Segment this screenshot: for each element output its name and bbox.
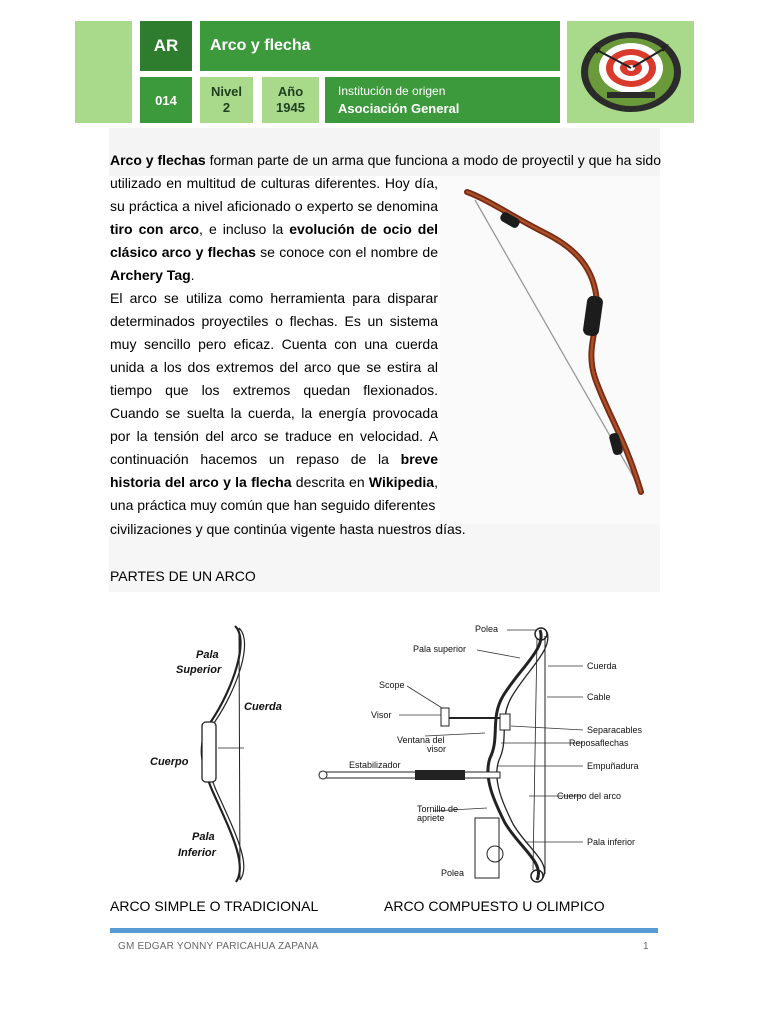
header-title: Arco y flecha (200, 21, 560, 71)
paragraph-1 (110, 172, 438, 287)
p1-text-e: . (190, 267, 195, 283)
label-visor: Visor (371, 710, 392, 720)
intro-bold: Arco y flechas (110, 152, 206, 168)
caption-compound-bow: ARCO COMPUESTO U OLIMPICO (384, 898, 605, 914)
intro-line (110, 149, 660, 172)
p2-text-d: , una práctica muy común que han seguido diferentes (110, 474, 438, 513)
nivel-value: 2 (222, 100, 231, 115)
footer-divider (110, 928, 658, 933)
target-logo-icon (579, 30, 683, 114)
label-separacables: Separacables (587, 725, 643, 735)
footer-author: GM EDGAR YONNY PARICAHUA ZAPANA (118, 941, 319, 952)
nivel-label: Nivel (210, 84, 243, 99)
p1-text-c: , e incluso la (199, 221, 290, 237)
label-cuerda-c: Cuerda (587, 661, 617, 671)
label-cuerpo: Cuerpo (150, 756, 189, 768)
footer-page-number: 1 (643, 941, 649, 952)
recurve-bow-image (445, 178, 660, 500)
label-empunadura: Empuñadura (587, 761, 639, 771)
label-reposaflechas: Reposaflechas (569, 738, 629, 748)
label-polea-bottom: Polea (441, 868, 465, 878)
p1-bold-archery: Archery Tag (110, 267, 191, 283)
label-pala-superior-2: Superior (176, 664, 222, 676)
simple-bow-diagram (140, 620, 300, 890)
label-pala-superior: Pala superior (413, 644, 467, 654)
p2-text-c: descrita en (291, 474, 369, 490)
body-column (110, 172, 438, 517)
header-nivel (200, 77, 253, 123)
label-pala-inferior-1: Pala (192, 831, 215, 843)
label-scope: Scope (379, 680, 405, 690)
label-tornillo-2: apriete (417, 813, 445, 823)
header-anio (262, 77, 319, 123)
label-tornillo-1: Tornillo de (417, 804, 459, 814)
section-title: PARTES DE UN ARCO (110, 568, 256, 584)
label-pala-superior-1: Pala (196, 649, 219, 661)
intro-rest: forman parte de un arma que funciona a modo de proyectil y que ha sido (205, 152, 661, 168)
p1-text-a: utilizado en multitud de culturas diferentes. Hoy día, su práctica a nivel aficionado o experto se denomina (110, 175, 438, 214)
institution-value: Asociación General (338, 101, 460, 116)
header-logo-block (567, 21, 694, 123)
p1-bold-evolucion: evolución de ocio del clásico arco y flechas (110, 221, 438, 260)
institution-label: Institución de origen (338, 84, 446, 98)
label-cuerda: Cuerda (244, 701, 282, 713)
label-cable: Cable (587, 692, 611, 702)
label-pala-inferior: Pala inferior (587, 837, 636, 847)
anio-value: 1945 (276, 100, 305, 115)
label-ventana-2: visor (427, 744, 447, 754)
header-code-short: AR (140, 21, 192, 71)
label-ventana-1: Ventana del (397, 735, 445, 745)
header-institution (325, 77, 560, 123)
header-left-block (75, 21, 132, 123)
caption-simple-bow: ARCO SIMPLE O TRADICIONAL (110, 898, 319, 914)
paragraph-2 (110, 287, 438, 517)
p2-bold-wikipedia: Wikipedia (368, 474, 435, 490)
closing-line: civilizaciones y que continúa vigente hasta nuestros días. (110, 521, 466, 537)
compound-bow-diagram (315, 618, 643, 893)
label-pala-inferior-2: Inferior (178, 847, 216, 859)
p2-bold-historia: breve historia del arco y la flecha (110, 451, 438, 490)
p1-bold-tiro: tiro con arco (110, 221, 200, 237)
p1-text-d: se conoce con el nombre de (255, 244, 438, 260)
header-number: 014 (140, 77, 192, 123)
label-polea-top: Polea (475, 624, 499, 634)
anio-label: Año (277, 84, 304, 99)
label-cuerpo-arco: Cuerpo del arco (557, 791, 622, 801)
label-estabilizador: Estabilizador (349, 760, 401, 770)
p2-text-a: El arco se utiliza como herramienta para disparar determinados proyectiles o flechas. Es un sistema muy sencillo pero eficaz. Cuenta con una cuerda unida a los dos extremos del arco que se estira al tiempo que los extremos quedan flexionados. Cuando se suelta la cuerda, la energía provocada por la tensión del arco se traduce en velocidad. A continuación hacemos un repaso de la (110, 290, 438, 467)
